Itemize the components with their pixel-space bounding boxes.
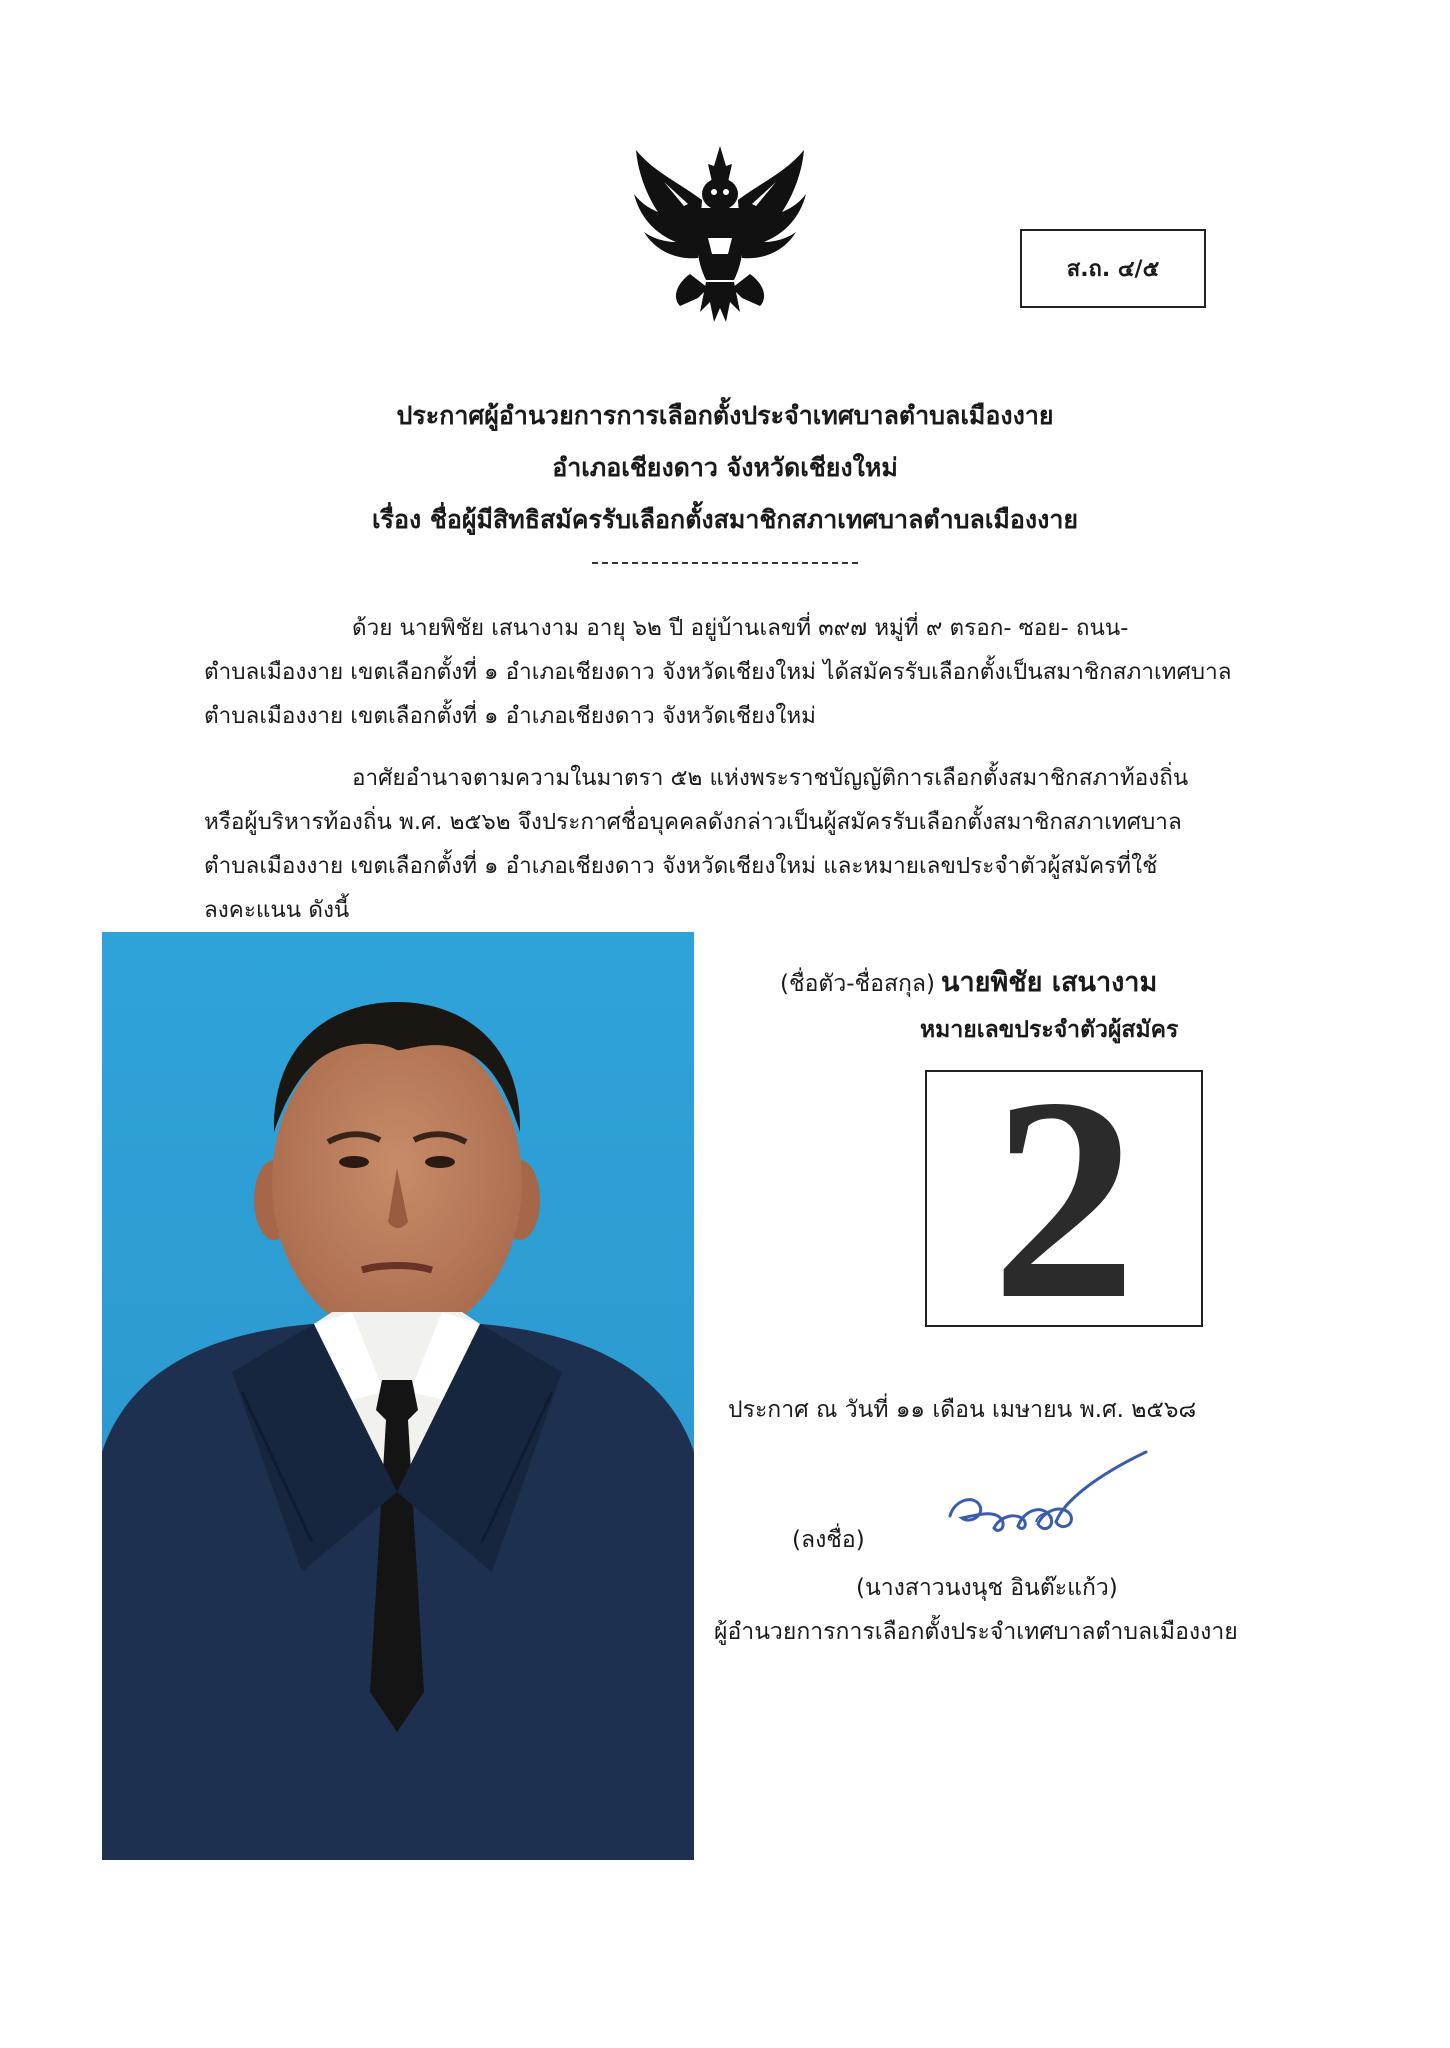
form-code-box: ส.ถ. ๔/๕ [1020, 229, 1206, 308]
signer-title: ผู้อำนวยการการเลือกตั้งประจำเทศบาลตำบลเมืองงาย [714, 1619, 1238, 1645]
subject-title: เรื่อง ชื่อผู้มีสิทธิสมัครรับเลือกตั้งสมาชิกสภาเทศบาลตำบลเมืองงาย [371, 505, 1079, 534]
body-p2-line3: ตำบลเมืองงาย เขตเลือกตั้งที่ ๑ อำเภอเชียงดาว จังหวัดเชียงใหม่ และหมายเลขประจำตัวผู้สมัครที่ใช้ [204, 853, 1158, 879]
candidate-number-label: หมายเลขประจำตัวผู้สมัคร [920, 1017, 1179, 1043]
sign-label: (ลงชื่อ) [792, 1527, 865, 1553]
body-p2-line4: ลงคะแนน ดังนี้ [204, 897, 350, 923]
body-p1-line2: ตำบลเมืองงาย เขตเลือกตั้งที่ ๑ อำเภอเชียงดาว จังหวัดเชียงใหม่ ได้สมัครรับเลือกตั้งเป็นสมาชิกสภาเทศบาล [204, 659, 1232, 685]
handwritten-signature [940, 1444, 1170, 1554]
body-p2-line1: อาศัยอำนาจตามความในมาตรา ๕๒ แห่งพระราชบัญญัติการเลือกตั้งสมาชิกสภาท้องถิ่น [352, 765, 1189, 791]
body-p1-line3: ตำบลเมืองงาย เขตเลือกตั้งที่ ๑ อำเภอเชียงดาว จังหวัดเชียงใหม่ [204, 703, 816, 729]
district-province-title: อำเภอเชียงดาว จังหวัดเชียงใหม่ [552, 453, 898, 482]
garuda-emblem-icon [628, 142, 812, 326]
announcement-title: ประกาศผู้อำนวยการการเลือกตั้งประจำเทศบาลตำบลเมืองงาย [396, 401, 1054, 430]
candidate-number-box: 2 [925, 1070, 1203, 1327]
candidate-photo [102, 932, 694, 1860]
body-p1-line1: ด้วย นายพิชัย เสนางาม อายุ ๖๒ ปี อยู่บ้านเลขที่ ๓๙๗ หมู่ที่ ๙ ตรอก- ซอย- ถนน- [352, 615, 1129, 641]
candidate-name-row [780, 960, 1157, 1003]
announce-date: ประกาศ ณ วันที่ ๑๑ เดือน เมษายน พ.ศ. ๒๕๖๘ [728, 1397, 1197, 1423]
title-divider [592, 562, 858, 564]
body-p2-line2: หรือผู้บริหารท้องถิ่น พ.ศ. ๒๕๖๒ จึงประกาศชื่อบุคคลดังกล่าวเป็นผู้สมัครรับเลือกตั้งสมาชิกสภาเทศบาล [204, 809, 1182, 835]
name-label: (ชื่อตัว-ชื่อสกุล) [780, 971, 936, 997]
signer-name: (นางสาวนงนุช อินต๊ะแก้ว) [856, 1575, 1118, 1601]
candidate-name: นายพิชัย เสนางาม [941, 967, 1158, 998]
